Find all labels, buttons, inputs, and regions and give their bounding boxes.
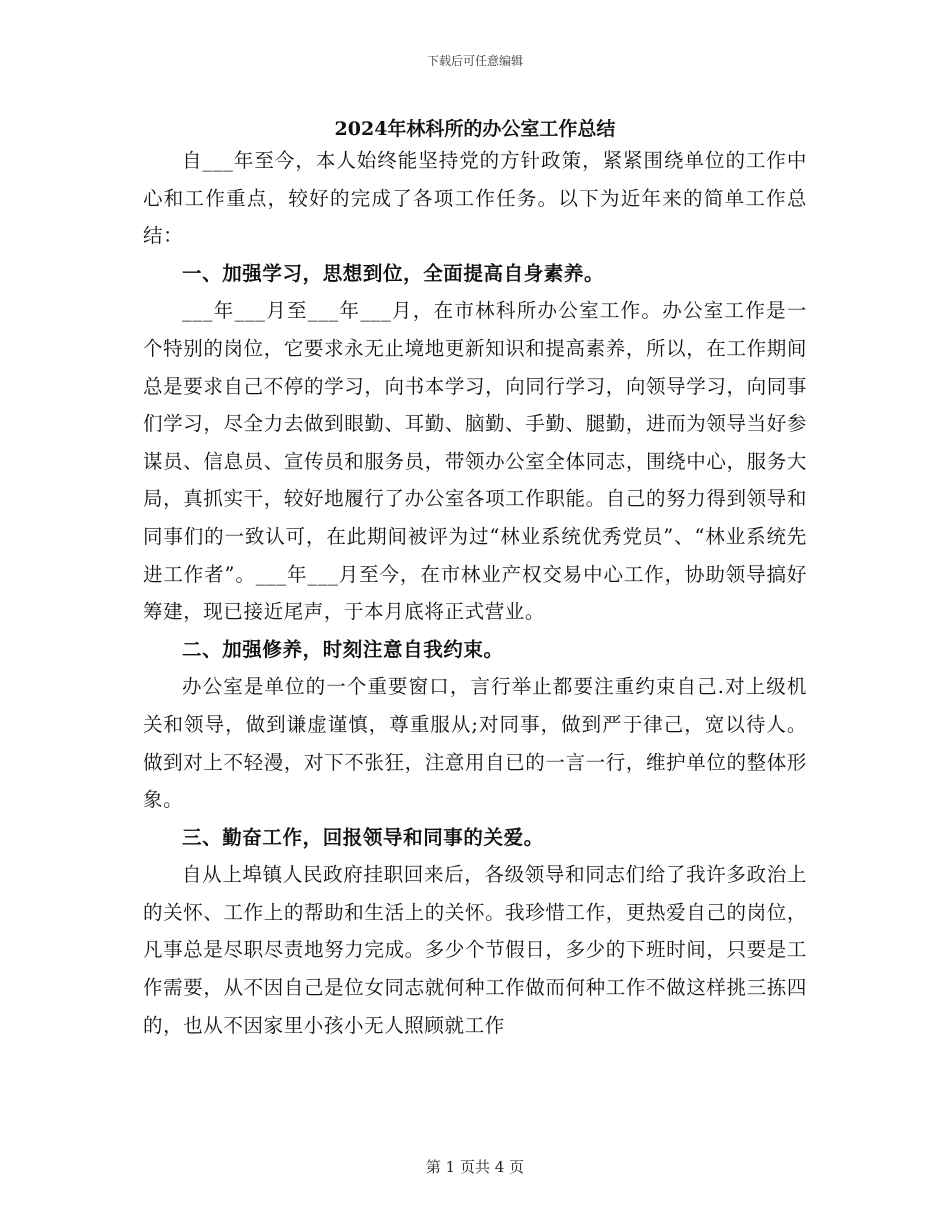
paragraph-section-1: ___年___月至___年___月，在市林科所办公室工作。办公室工作是一个特别的岗位，它要求永无止境地更新知识和提高素养，所以，在工作期间总是要求自己不停的学习，向书本学习，向同行学习，向领导学习，向同事们学习，尽全力去做到眼勤、耳勤、脑勤、手勤、腿勤，进而为领导当好参谋员、信息员、宣传员和服务员，带领办公室全体同志，围绕中心，服务大局，真抓实干，较好地履行了办公室各项工作职能。自己的努力得到领导和同事们的一致认可，在此期间被评为过“林业系统优秀党员”、“林业系统先进工作者”。___年___月至今，在市林业产权交易中心工作，协助领导搞好筹建，现已接近尾声，于本月底将正式营业。 [143, 299, 807, 624]
document-title: 2024年林科所的办公室工作总结 [334, 118, 616, 140]
paragraph-section-2: 办公室是单位的一个重要窗口，言行举止都要注重约束自己.对上级机关和领导，做到谦虚谨慎，尊重服从;对同事，做到严于律己，宽以待人。做到对上不轻漫，对下不张狂，注意用自已的一言一行，维护单位的整体形象。 [143, 675, 807, 812]
paragraph-section-3: 自从上埠镇人民政府挂职回来后，各级领导和同志们给了我许多政治上的关怀、工作上的帮助和生活上的关怀。我珍惜工作，更热爱自己的岗位，凡事总是尽职尽责地努力完成。多少个节假日，多少的下班时间，只要是工作需要，从不因自己是位女同志就何种工作做而何种工作不做这样挑三拣四的，也从不因家里小孩小无人照顾就工作 [143, 863, 807, 1037]
section-heading-1: 一、加强学习，思想到位，全面提高自身素养。 [182, 261, 605, 285]
page-number-footer: 第 1 页共 4 页 [425, 1158, 525, 1176]
section-heading-3: 三、勤奋工作，回报领导和同事的关爱。 [182, 825, 544, 849]
paragraph-intro: 自___年至今，本人始终能坚持党的方针政策，紧紧围绕单位的工作中心和工作重点，较好的完成了各项工作任务。以下为近年来的简单工作总结： [143, 149, 807, 248]
document-body [143, 142, 807, 1044]
section-heading-2: 二、加强修养，时刻注意自我约束。 [182, 637, 504, 661]
header-note: 下载后可任意编辑 [426, 54, 523, 68]
